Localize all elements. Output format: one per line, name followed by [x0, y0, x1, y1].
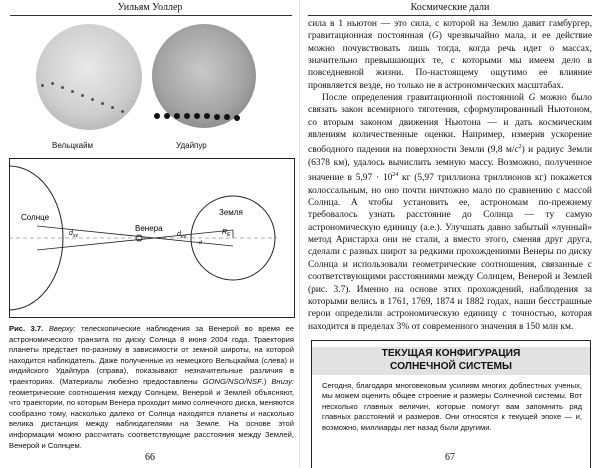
- caption-top-word: Вверху:: [48, 324, 76, 333]
- header-rule: [308, 15, 592, 16]
- venus-track-dot: [164, 113, 170, 119]
- venus-track-dot: [154, 113, 160, 119]
- venus-track-dot: [51, 82, 54, 85]
- figure-caption: [9, 324, 294, 451]
- left-page: [0, 0, 300, 467]
- caption-credit: GONG/NSO/NSF: [202, 376, 262, 386]
- venus-track-dot: [214, 114, 220, 120]
- venus-track-dot: [174, 113, 180, 119]
- welzheim-solar-disk-photo: [36, 24, 142, 130]
- paragraph-1: сила в 1 ньютон — это сила, с которой на Землю давит гамбургер, гравитационная постоянная (G) чрезвычайно мала, и ее действие можно почувствовать лишь тогда, когда речь идет о массах, значительно превышающих те, с которыми мы имеем дело в повседневной жизни. По-настоящему ощутимо ее влияние проявляется везде, но только не в астрономических масштабах.: [308, 19, 593, 91]
- diagram-label-venus: Венера: [135, 224, 163, 233]
- diagram-label-earth: Земля: [219, 208, 243, 217]
- venus-track-dot: [101, 102, 104, 105]
- diagram-label-sun: Солнце: [21, 213, 50, 222]
- venus-track-dot: [224, 114, 230, 120]
- udaipur-solar-disk-photo: [152, 24, 256, 128]
- venus-track-dot: [234, 115, 240, 121]
- venus-track-dot: [184, 113, 190, 119]
- page-number-left: 66: [145, 452, 155, 463]
- venus-track-dot: [91, 98, 94, 101]
- welzheim-label: Вельцкайм: [52, 141, 94, 150]
- venus-track-dot: [71, 90, 74, 93]
- running-head-left: Уильям Уоллер: [117, 2, 183, 13]
- header-rule: [10, 15, 292, 16]
- caption-figure-number: Рис. 3.7.: [9, 324, 44, 333]
- venus-track-dot: [61, 86, 64, 89]
- paragraph-2: После определения гравитационной постоянной G можно было связать закон всемирного тяготения, сформулированный Ньютоном, со вторым законом движения Ньютона — и дать космическим явлениям количественные оценки. Например, измерив ускорение свободного падения на поверхности Земли (9,8 $м/с^2$) и радиус Земли (6378 км), удалось вычислить земную массу. Возможно, полученное значение в $5,97 \cdot 10^{24}$ кг (5,97 триллиона триллионов кг) покажется колоссальным, но оно почти ничтожно мало по сравнению с массой Солнца. А чтобы установить ее, астрономам по-прежнему требовалось узнать расстояние до Солнца — ту самую астрономическую единицу (а.е.). Улучшать давно забытый «лунный» метод Аристарха они не стали, а вместо этого, сменяя друг друга, сделали с разных широт за редкими прохождениями Венеры по диску Солнца и использовали геометрические соотношения, связанные с соответствующими расстояниями между Солнцем, Венерой и Землей (рис. 3.7). Именно на основе этих прохождений, наблюдения за которыми велись в 1761, 1769, 1874 и 1882 годах, наши бесстрашные герои определили астрономическую единицу с точностью, которая находится в пределах 3% от современного значения в 150 млн км.: [308, 93, 593, 332]
- venus-track-dot: [81, 94, 84, 97]
- diagram-label-d-ev-sub: ev: [181, 234, 187, 240]
- diagram-label-d-ev: d: [177, 231, 181, 238]
- caption-bottom-word: Внизу:: [271, 376, 294, 386]
- running-head-right: Космические дали: [410, 2, 490, 13]
- diagram-label-d-sv-sub: sv: [73, 233, 78, 239]
- sidebar-box: [311, 340, 591, 468]
- diagram-label-r-e: R: [222, 229, 228, 236]
- caption-text-part-2: .): [261, 376, 272, 386]
- body-text: [308, 18, 592, 333]
- diagram-label-r-e-sub: E: [227, 232, 231, 238]
- caption-text-part-3: геометрические соотношения между Солнцем, Венерой и Землей объясняют, что траектории, по которым Венера проходит мимо солнечного диска, меняются сообразно тому, насколько далеко от Солнца находятся планеты и насколько велика дистанция между наблюдателями на Земле. На основе этой информации можно рассчитать соответствующие расстояния между Землей, Венерой и Солнцем.: [9, 387, 294, 450]
- diagram-label-d-sv: d: [69, 230, 73, 237]
- sidebar-box-title: ТЕКУЩАЯ КОНФИГУРАЦИЯ СОЛНЕЧНОЙ СИСТЕМЫ: [312, 347, 590, 375]
- page-number-right: 67: [445, 452, 455, 463]
- udaipur-label: Удайпур: [176, 141, 207, 150]
- venus-track-dot: [111, 106, 114, 109]
- transit-geometry-diagram: [9, 158, 295, 318]
- diagram-label-small-d: d: [199, 240, 202, 246]
- venus-track-dot: [204, 113, 210, 119]
- caption-text-part-1: телескопические наблюдения за Венерой во время ее астрономического транзита по диску Солнца 8 июня 2004 года. Траектория планеты предстает по-разному в зависимости от земной широты, на которой находится наблюдатель. Даже полученные из немецкого Вельцкайма (слева) и индийского Удайпура (справа), показывают незначительные различия в траекториях. (Материалы любезно предоставлены: [9, 324, 295, 386]
- right-page: [300, 0, 600, 467]
- sight-line-lower: [37, 230, 233, 250]
- venus-track-dot: [41, 84, 44, 87]
- venus-track-dot: [194, 113, 200, 119]
- venus-track-dot: [121, 110, 124, 113]
- sidebar-box-text: Сегодня, благодаря многовековым усилиям многих доблестных ученых, мы можем оценить общее строение и размеры Солнечной системы. Вот несколько главных величин, которые помогут вам запомнить ряд главных расстояний и размеров. Они относятся к текущей эпохе — и, возможно, миллиарды лет назад были другими.: [322, 381, 582, 432]
